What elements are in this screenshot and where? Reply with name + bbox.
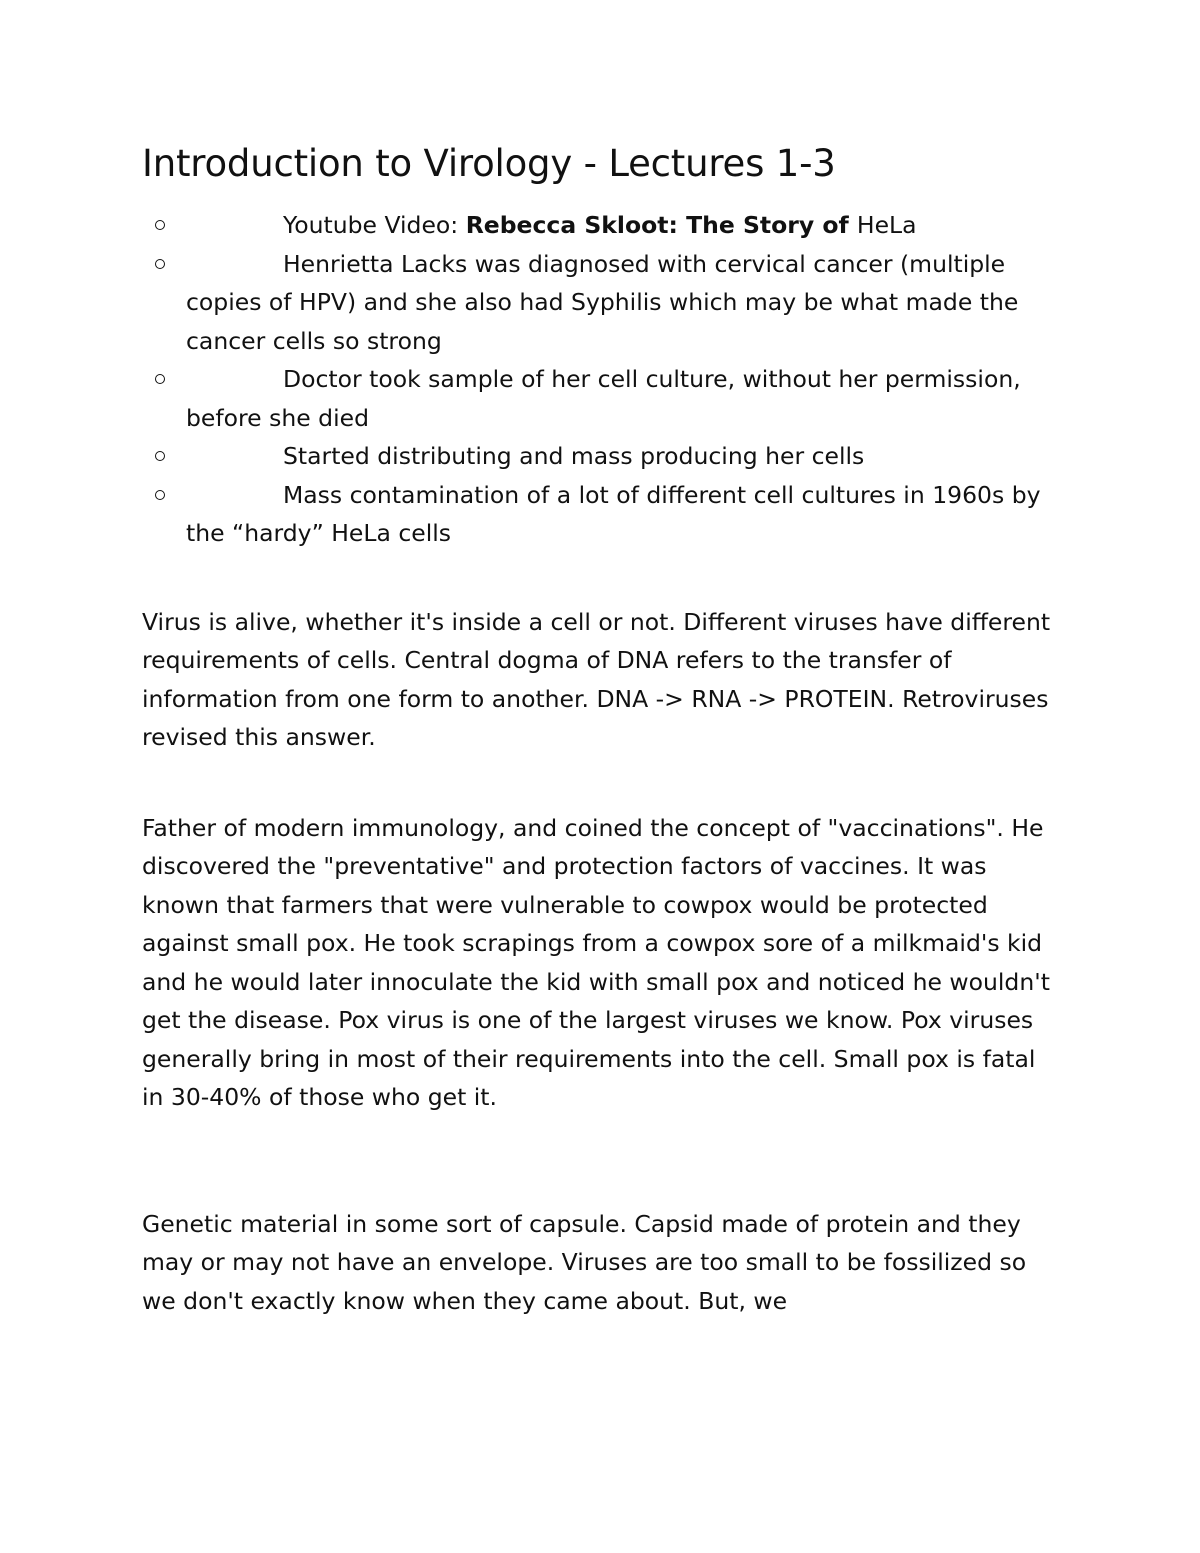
bullet-text: Mass contamination of a lot of different cell cultures in 1960s by the “hardy” HeLa cells <box>186 480 1041 547</box>
hollow-circle-bullet-icon <box>155 490 165 500</box>
bullet-text-suffix: HeLa <box>856 211 917 239</box>
video-title-bold: Rebecca Skloot: The Story of <box>465 211 857 239</box>
paragraph-immunology: Father of modern immunology, and coined the concept of "vaccinations". He discovered the "preventative" and protection factors of vaccines. It was known that farmers that were vulnerable to cowpox would be protected against small pox. He took scrapings from a cowpox sore of a milkmaid's kid and he would later innoculate the kid with small pox and noticed he wouldn't get the disease. Pox virus is one of the largest viruses we know. Pox viruses generally bring in most of their requirements into the cell. Small pox is fatal in 30-40% of those who get it. <box>142 813 1050 1111</box>
bullet-text: Henrietta Lacks was diagnosed with cervical cancer (multiple copies of HPV) and she also had Syphilis which may be what made the cancer cells so strong <box>186 249 1019 355</box>
hollow-circle-bullet-icon <box>155 220 165 230</box>
paragraph-genetic-material: Genetic material in some sort of capsule. Capsid made of protein and they may or may not have an envelope. Viruses are too small to be fossilized so we don't exactly know when they came about. But, we <box>142 1209 1027 1315</box>
bullet-text: Doctor took sample of her cell culture, without her permission, before she died <box>186 365 1021 432</box>
list-item <box>142 360 1062 437</box>
hollow-circle-bullet-icon <box>155 451 165 461</box>
hollow-circle-bullet-icon <box>155 374 165 384</box>
list-item <box>142 245 1062 361</box>
list-item <box>142 206 1062 245</box>
list-item <box>142 476 1062 553</box>
notes-bullet-list <box>142 206 1062 553</box>
bullet-text-prefix: Youtube Video: <box>283 211 466 239</box>
hollow-circle-bullet-icon <box>155 259 165 269</box>
paragraph-virus-alive: Virus is alive, whether it's inside a cell or not. Different viruses have different requirements of cells. Central dogma of DNA refers to the transfer of information from one form to another. DNA -> RNA -> PROTEIN. Retroviruses revised this answer. <box>142 607 1051 751</box>
document-page <box>142 140 1062 1320</box>
list-item <box>142 437 1062 476</box>
bullet-text: Started distributing and mass producing her cells <box>283 442 865 470</box>
document-title: Introduction to Virology - Lectures 1-3 <box>142 142 836 185</box>
